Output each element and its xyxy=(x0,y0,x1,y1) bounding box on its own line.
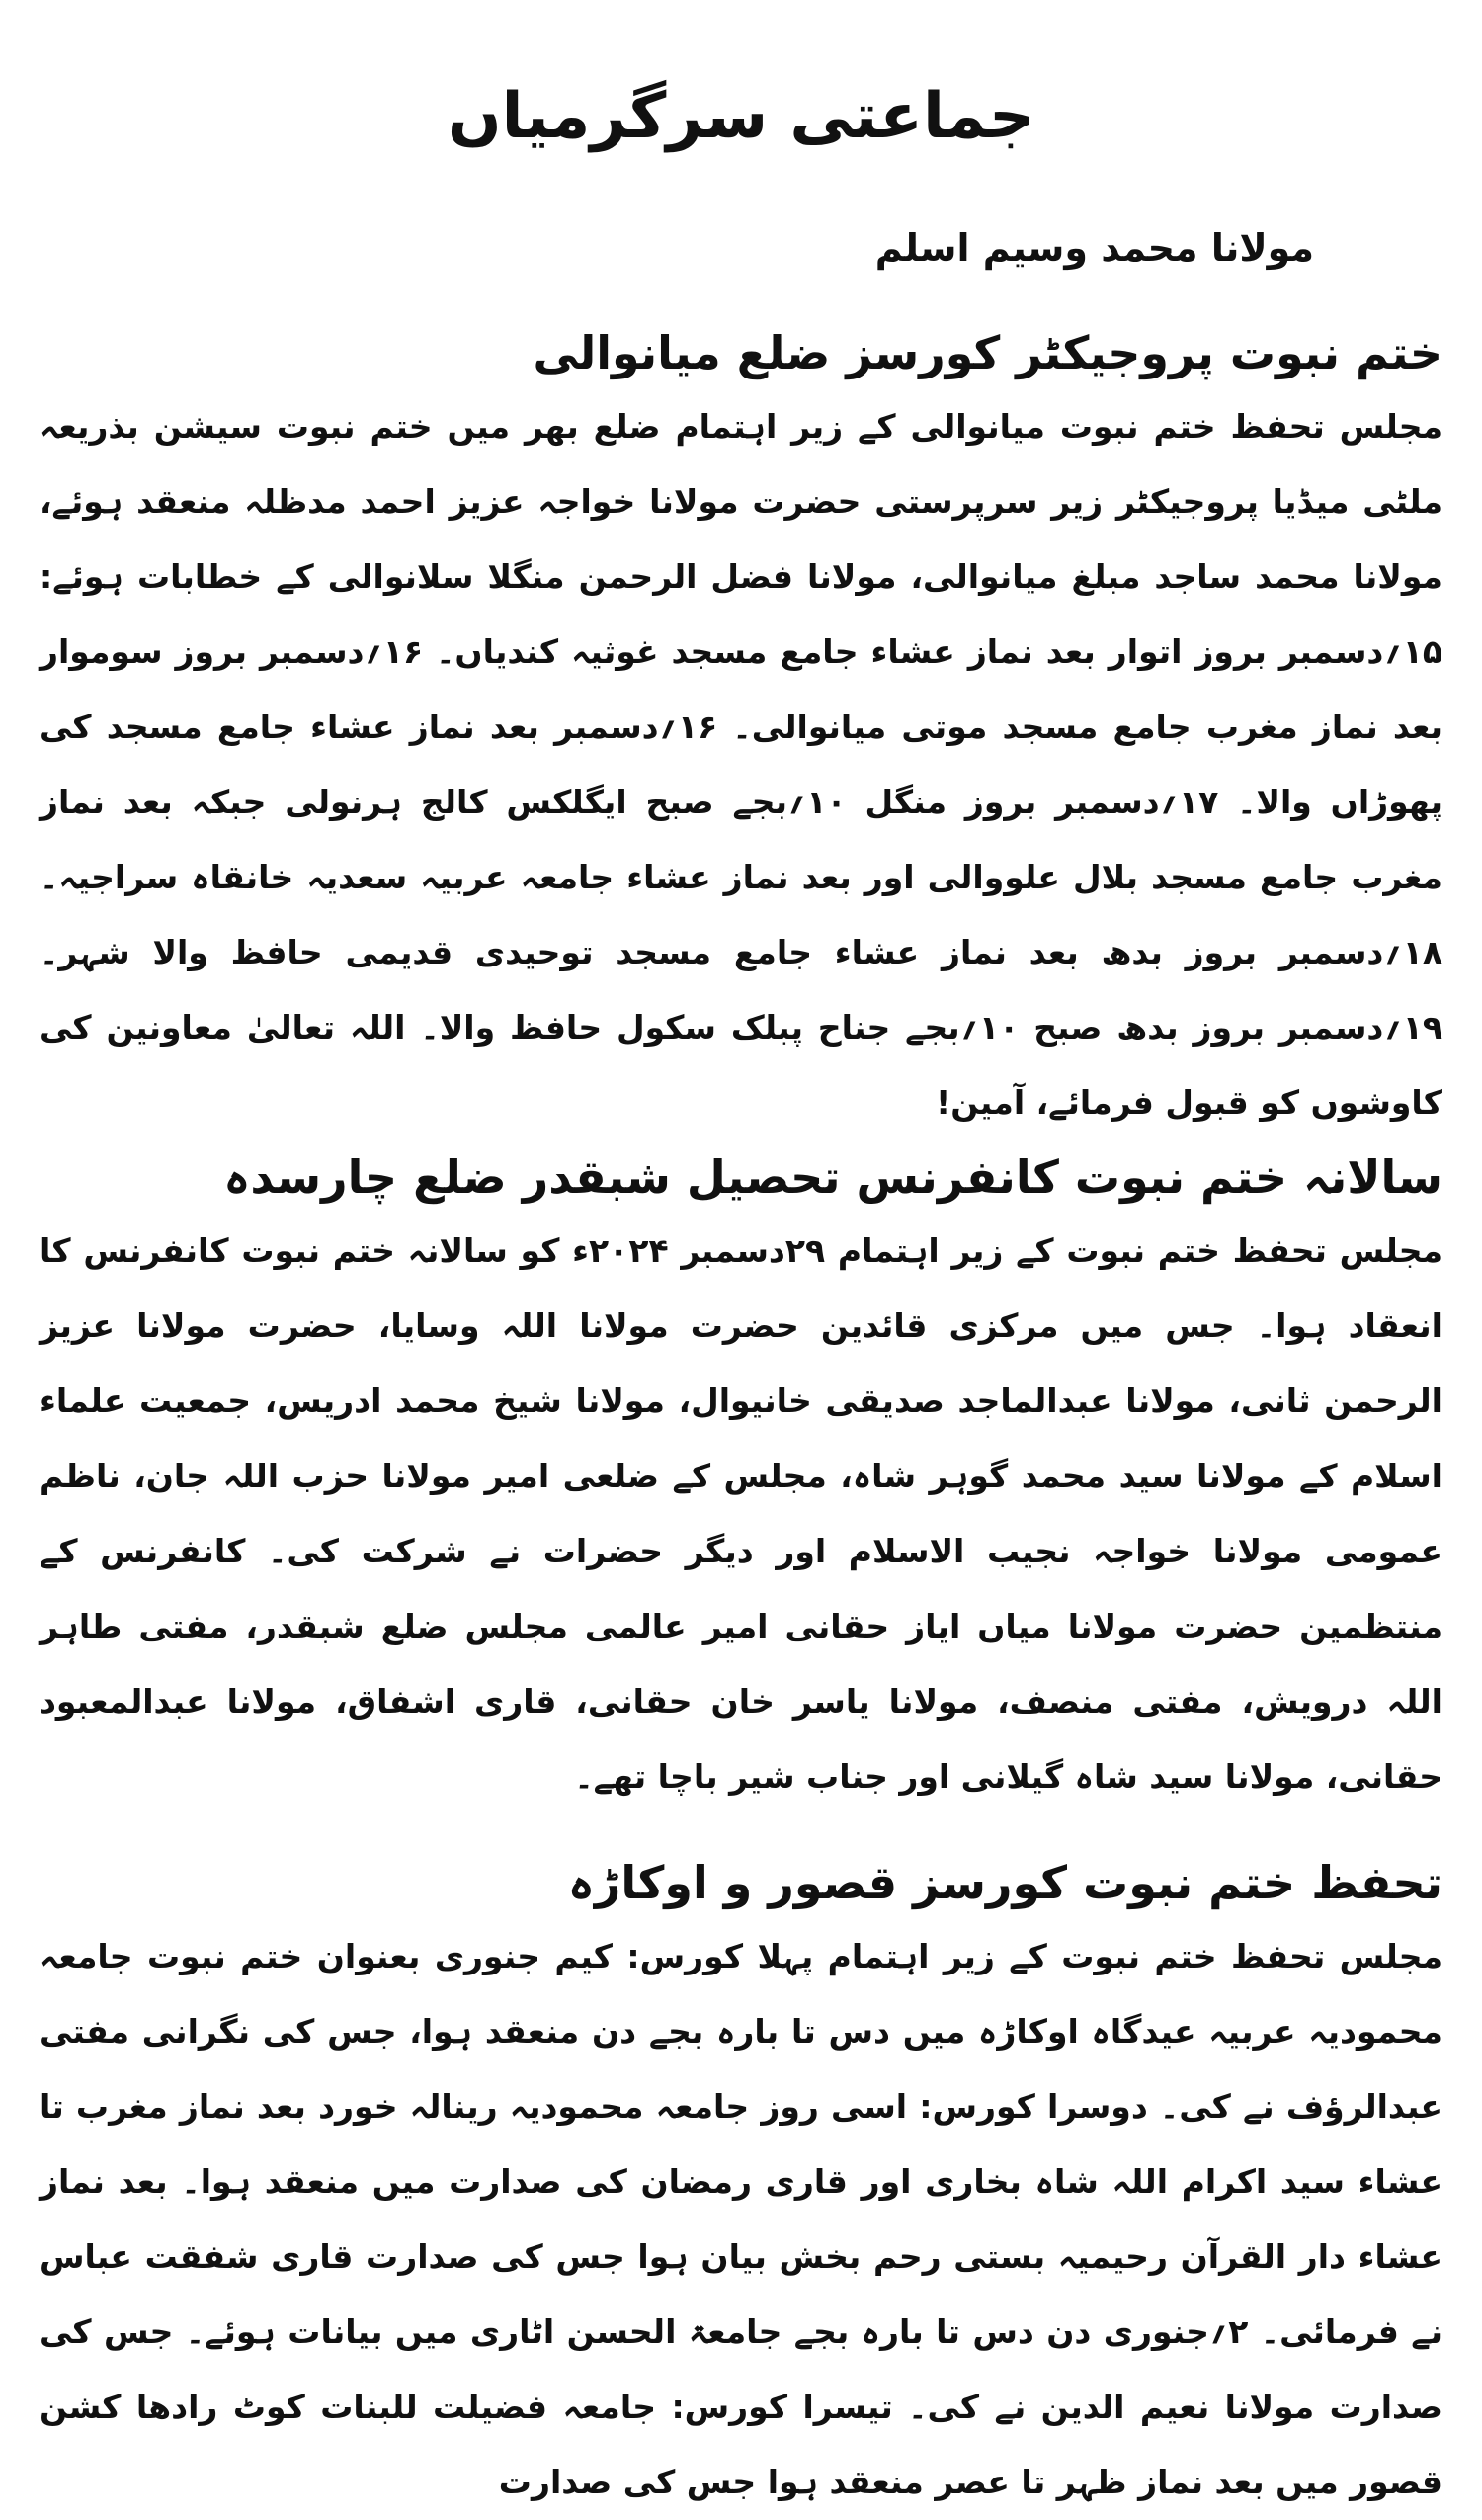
section-body: مجلس تحفظ ختم نبوت کے زیر اہتمام ۲۹دسمبر ۲۰۲۴ء کو سالانہ ختم نبوت کانفرنس کا انعقاد ہوا۔ جس میں مرکزی قائدین حضرت مولانا اللہ وسایا، حضرت مولانا عزیز الرحمن ثانی، مولانا عبدالماجد صدیقی خانیوال، مولانا شیخ محمد ادریس، جمعیت علماء اسلام کے مولانا سید محمد گوہر شاہ، مجلس کے ضلعی امیر مولانا حزب اللہ جان، ناظم عمومی مولانا خواجہ نجیب الاسلام اور دیگر حضرات نے شرکت کی۔ کانفرنس کے منتظمین حضرت مولانا میاں ایاز حقانی امیر عالمی مجلس ضلع شبقدر، مفتی طاہر اللہ درویش، مفتی منصف، مولانا یاسر خان حقانی، قاری اشفاق، مولانا عبدالمعبود حقانی، مولانا سید شاہ گیلانی اور جناب شیر باچا تھے۔ xyxy=(40,1231,1443,1797)
section-mianwali-courses xyxy=(40,322,1442,1140)
section-kasur-okara-courses xyxy=(40,1852,1442,2520)
section-heading: ختم نبوت پروجیکٹر کورسز ضلع میانوالی xyxy=(533,326,1442,380)
section-shabqadar-conference xyxy=(40,1146,1442,1814)
section-heading: سالانہ ختم نبوت کانفرنس تحصیل شبقدر ضلع چارسدہ xyxy=(223,1150,1442,1205)
author-name: مولانا محمد وسیم اسلم xyxy=(874,225,1314,270)
section-heading: تحفظ ختم نبوت کورسز قصور و اوکاڑہ xyxy=(567,1856,1442,1910)
page-title: جماعتی سرگرمیاں xyxy=(447,80,1035,153)
section-body: مجلس تحفظ ختم نبوت میانوالی کے زیر اہتمام ضلع بھر میں ختم نبوت سیشن بذریعہ ملٹی میڈیا پروجیکٹر زیر سرپرستی حضرت مولانا خواجہ عزیز احمد مدظلہ منعقد ہوئے، مولانا محمد ساجد مبلغ میانوالی، مولانا فضل الرحمن منگلا سلانوالی کے خطابات ہوئے: ۱۵؍دسمبر بروز اتوار بعد نماز عشاء جامع مسجد غوثیہ کندیاں۔ ۱۶؍دسمبر بروز سوموار بعد نماز مغرب جامع مسجد موتی میانوالی۔ ۱۶؍دسمبر بعد نماز عشاء جامع مسجد کی پھوڑاں والا۔ ۱۷؍دسمبر بروز منگل ۱۰؍بجے صبح ایگلکس کالج ہرنولی جبکہ بعد نماز مغرب جامع مسجد بلال علووالی اور بعد نماز عشاء جامعہ عربیہ سعدیہ خانقاہ سراجیہ۔ ۱۸؍دسمبر بروز بدھ بعد نماز عشاء جامع مسجد توحیدی قدیمی حافظ والا شہر۔ ۱۹؍دسمبر بروز بدھ صبح ۱۰؍بجے جناح پبلک سکول حافظ والا۔ اللہ تعالیٰ معاونین کی کاوشوں کو قبول فرمائے، آمین! xyxy=(40,407,1442,1123)
section-body: مجلس تحفظ ختم نبوت کے زیر اہتمام پہلا کورس: کیم جنوری بعنوان ختم نبوت جامعہ محمودیہ عربیہ عیدگاہ اوکاڑہ میں دس تا بارہ بجے دن منعقد ہوا، جس کی نگرانی مفتی عبدالرؤف نے کی۔ دوسرا کورس: اسی روز جامعہ محمودیہ رینالہ خورد بعد نماز مغرب تا عشاء سید اکرام اللہ شاہ بخاری اور قاری رمضان کی صدارت میں منعقد ہوا۔ بعد نماز عشاء دار القرآن رحیمیہ بستی رحم بخش بیان ہوا جس کی صدارت قاری شفقت عباس نے فرمائی۔ ۲؍جنوری دن دس تا بارہ بجے جامعۃ الحسن اٹاری میں بیانات ہوئے۔ جس کی صدارت مولانا نعیم الدین نے کی۔ تیسرا کورس: جامعہ فضیلت للبنات کوٹ رادھا کشن قصور میں بعد نماز ظہر تا عصر منعقد ہوا جس کی صدارت xyxy=(40,1937,1443,2502)
